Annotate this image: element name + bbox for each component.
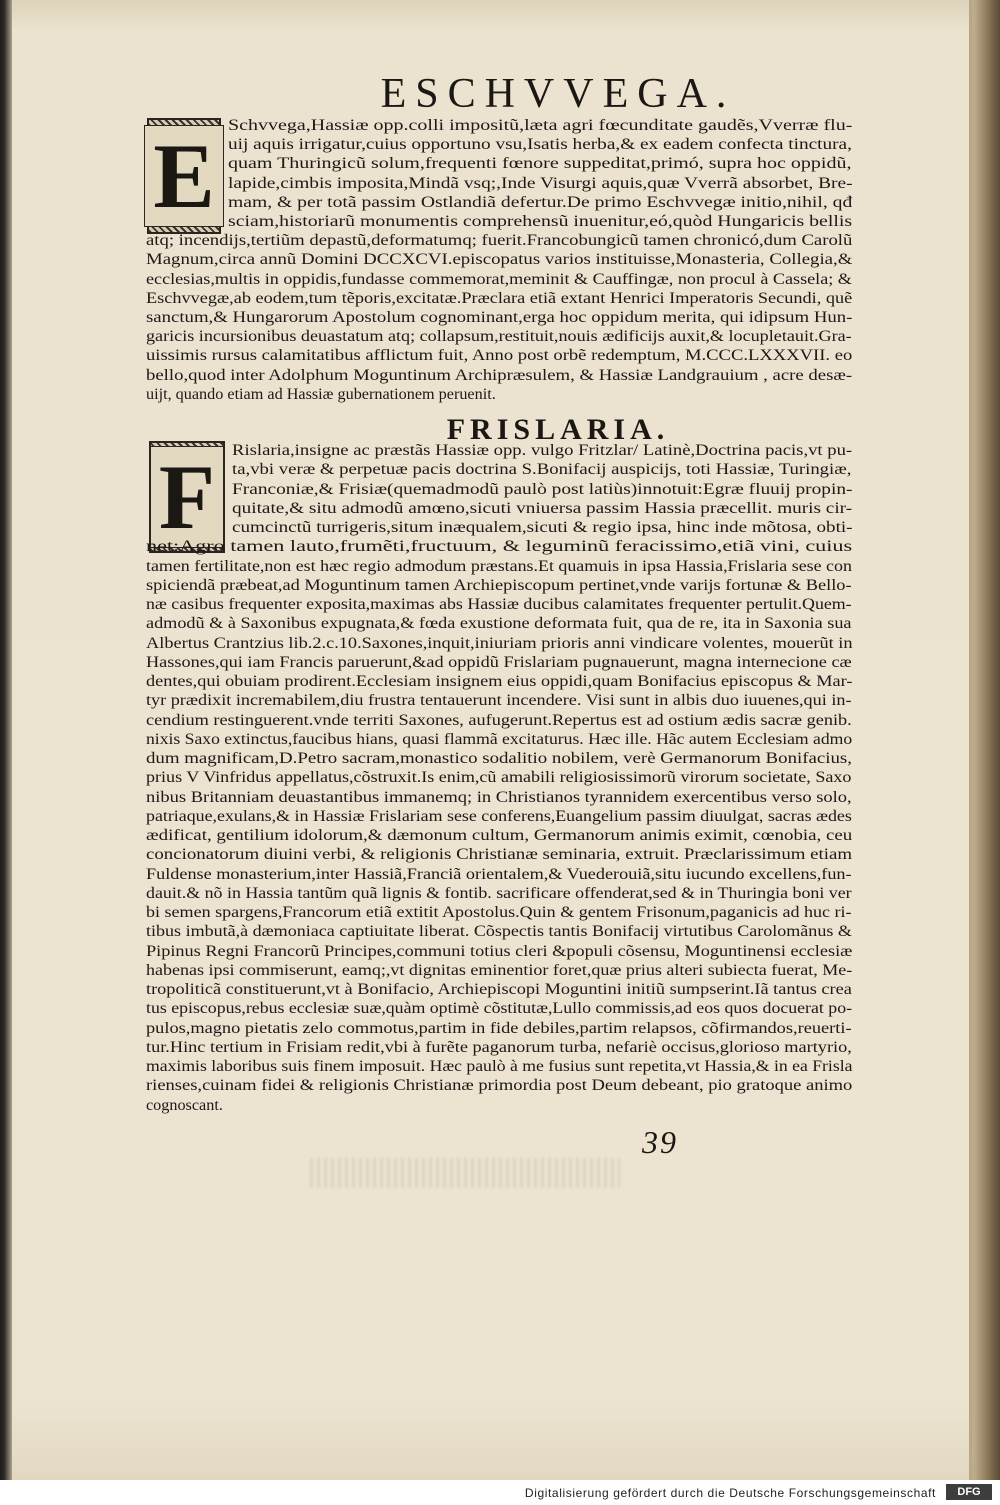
text-line: nibus Britanniam deuastantibus immanemq; in Christianos tyrannidem exercentibus verso solo, (146, 787, 852, 806)
text-line: dauit.& nõ in Hassia tantũm quã lignis & fontib. sacrificare offenderat,sed & in Thuringia boni ver (146, 883, 852, 902)
text-line: Franconiæ,& Frisiæ(quemadmodũ paulò post latiùs)innotuit:Egræ fluuij propin- (232, 479, 853, 498)
text-line: tus episcopus,rebus ecclesiæ suæ,quàm optimè cõstitutæ,Lullo commissis,ad eos quos docuerat po- (146, 999, 853, 1018)
text-line: Pipinus Regni Francorũ Principes,communi totius cleri &populi cõsensu, Moguntinensi ecclesiæ (146, 941, 853, 960)
section-heading-frislaria: FRISLARIA. (446, 413, 670, 446)
text-line: cendium restinguerent.vnde territi Saxones, aufugerunt.Repertus est ad ostium ædis sacræ genib. (146, 710, 852, 729)
text-line: sanctum,& Hungarorum Apostolum cognominant,erga hoc oppidum merita, qui idipsum Hun- (146, 308, 853, 326)
text-line: sciam,historiarũ monumentis comprehensũ inuenitur,eó,quòd Hungaricis bellis (228, 212, 853, 230)
section-heading-eschvvega: ESCHVVEGA. (380, 71, 736, 117)
text-line: dum magnificam,D.Petro sacram,monastico sodalitio nobilem, verè Germanorum Bonifacius, (146, 749, 852, 767)
page-number: 39 (642, 1124, 678, 1160)
text-line: pulos,magno pietatis zelo commotus,partim in fide debiles,partim relapsos, cõfirmandos,reuerti- (146, 1018, 852, 1037)
text-line: Fuldense monasterium,inter Hassiã,Franciã orientalem,& Vuederouiã,situ iucundo excellens,fun- (146, 864, 852, 883)
text-line: rienses,cuinam fidei & religionis Christianæ primordia post Deum debeant, pio gratoque animo (146, 1076, 853, 1095)
text-line: Eschvvegæ,ab eodem,tum tẽporis,excitatæ.Præclara etiã extant Henrici Imperatoris Secundi, quẽ (146, 288, 853, 307)
footer-bar (0, 1480, 1000, 1505)
text-line: ecclesias,multis in oppidis,fundasse commemorat,meminit & Cauffingæ, non procul à Cassela; & (146, 269, 852, 288)
text-line: næ casibus frequenter exposita,maximas abs Hassiæ ducibus calamitates frequenter pertulit.Quem- (146, 595, 852, 613)
dfg-logo: DFG (946, 1484, 992, 1500)
initial-letter: E (144, 125, 223, 227)
text-line: ta,vbi veræ & perpetuæ pacis doctrina S.Bonifacij auspicijs, toti Hassiæ, Turingiæ, (232, 460, 852, 479)
text-line: tropoliticã constituerunt,vt à Bonifacio, Archiepiscopi Moguntini initiũ sumpserint.Iã tantus crea (146, 980, 852, 998)
text-line: maximis laboribus suis finem imposuit. Hæc paulò à me fusius sunt repetita,vt Hassia,& in ea Frisla (146, 1057, 853, 1075)
text-line: bello,quod inter Adolphum Moguntinum Archipræsulem, & Hassiæ Landgrauium , acre desæ- (146, 365, 853, 384)
text-line: Rislaria,insigne ac præstãs Hassiæ opp. vulgo Fritzlar/ Latinè,Doctrina pacis,vt pu- (232, 441, 853, 459)
text-line: tamen fertilitate,non est hæc regio admodum præstans.Et quamuis in ipsa Hassia,Frislaria sese con (146, 556, 852, 575)
text-line: uij aquis irrigatur,cuius opportuno vsu,Isatis herba,& ex eadem confecta tinctura, (228, 135, 852, 154)
text-line: quitate,& situ admodũ amœno,sicuti vniuersa passim Hassia præcellit. muris cir- (232, 498, 853, 517)
text-line: tur.Hinc tertium in Frisiam redit,vbi à furẽte paganorum turba, nefariè occisus,glorioso martyrio, (146, 1037, 852, 1056)
text-line: habenas ipsi commiserunt, eamq;,vt dignitas eminentior foret,quæ prius alteri subiecta fuerat, Me- (146, 960, 853, 979)
text-line: net:Agro tamen lauto,frumẽti,fructuum, & leguminũ feracissimo,etiã vini, cuius (146, 537, 853, 556)
ink-bleed-smudge (310, 1158, 620, 1188)
text-line: Hassones,qui iam Francis paruerunt,&ad oppidũ Frislariam pugnauerunt, magna internecione cæ (146, 652, 852, 671)
text-line: garicis incursionibus deuastatum atq; collapsum,restituit,nouis ædificijs auxit,& locupletauit.Gra- (146, 327, 852, 346)
text-line: cumcinctũ turrigeris,situm inæqualem,sicuti & regio ipsa, hinc inde mõtosa, obti- (232, 518, 853, 536)
initial-letter: F (150, 446, 224, 548)
page-edge-shadow (969, 0, 972, 1480)
text-line: lapide,cimbis imposita,Mindã vsq;,Inde Visurgi aquis,quæ Vverrã absorbet, Bre- (228, 173, 853, 192)
footer-credit: Digitalisierung gefördert durch die Deutsche Forschungsgemeinschaft (524, 1486, 936, 1500)
text-line: tibus imbutã,à dæmoniaca captiuitate liberat. Cõspectis tantis Bonifacij virtutibus Carolomãnus & (146, 922, 852, 941)
text-line: quam Thuringicũ solum,frequenti fœnore suppeditat,primó, supra hoc oppidũ, (228, 154, 852, 173)
text-line: spiciendã præbeat,ad Moguntinum tamen Archiepiscopum pertinet,vnde varijs fortunæ & Bello- (146, 575, 852, 594)
text-line: uijt, quando etiam ad Hassiæ gubernationem peruenit. (146, 384, 496, 403)
text-line: bi semen spargens,Francorum etiã extitit Apostolus.Quin & gentem Frisonum,paganicis ad huc ri- (146, 903, 852, 921)
text-line: Schvvega,Hassiæ opp.colli impositũ,læta agri fœcunditate gaudẽs,Vverræ flu- (228, 116, 853, 134)
decorated-initial-e (147, 118, 221, 234)
text-line: atq; incendijs,tertiũm depastũ,deformatumq; fuerit.Francobungicũ tamen chronicó,dum Carolũ (146, 231, 853, 250)
text-line: mam, & per totã passim Ostlandiã defertur.De primo Eschvvegæ initio,nihil, qđ (228, 192, 853, 211)
text-line: patriaque,exulans,& in Hassiæ Frislariam sese conferens,Euangelium passim diuulgat, sacras ædes (146, 806, 852, 825)
text-line: Albertus Crantzius lib.2.c.10.Saxones,inquit,iniuriam prioris anni vindicare volentes, mouerũt in (146, 633, 853, 652)
text-line: uissimis rursus calamitatibus afflictum fuit, Anno post orbẽ redemptum, M.CCC.LXXXVII. eo (146, 346, 853, 365)
text-line: ædificat, gentilium idolorum,& dæmonum cultum, Germanorum animis eximit, cœnobia, ceu (146, 826, 853, 844)
text-line: prius V Vinfridus appellatus,cõstruxit.Is enim,cũ amabili religiosissimorũ virorum societate, Saxo (146, 768, 852, 787)
text-line: cognoscant. (146, 1095, 223, 1114)
text-line: Magnum,circa annũ Domini DCCXCVI.episcopatus varios instituisse,Monasteria, Collegia,& (146, 250, 853, 269)
text-line: dentes,qui obuiam prodirent.Ecclesiam insignem eius oppidi,quam Bonifacius episcopus & Mar- (146, 672, 853, 690)
text-line: nixis Saxo extinctus,faucibus hians, quasi flammã excitaturus. Hæc ille. Hãc autem Ecclesiam admo (146, 729, 853, 748)
text-line: tyr prædixit incremabilem,diu frustra tentauerunt incendere. Visi sunt in albis duo iuuenes,qui in- (146, 691, 852, 710)
text-line: concionatorum diuini verbi, & religionis Christianæ seminaria, extruit. Præclarissimum etiam (146, 845, 853, 864)
text-line: admodũ & à Saxonibus expugnata,& fœda exustione deformata fuit, qua de re, ita in Saxonia sua (146, 614, 852, 633)
